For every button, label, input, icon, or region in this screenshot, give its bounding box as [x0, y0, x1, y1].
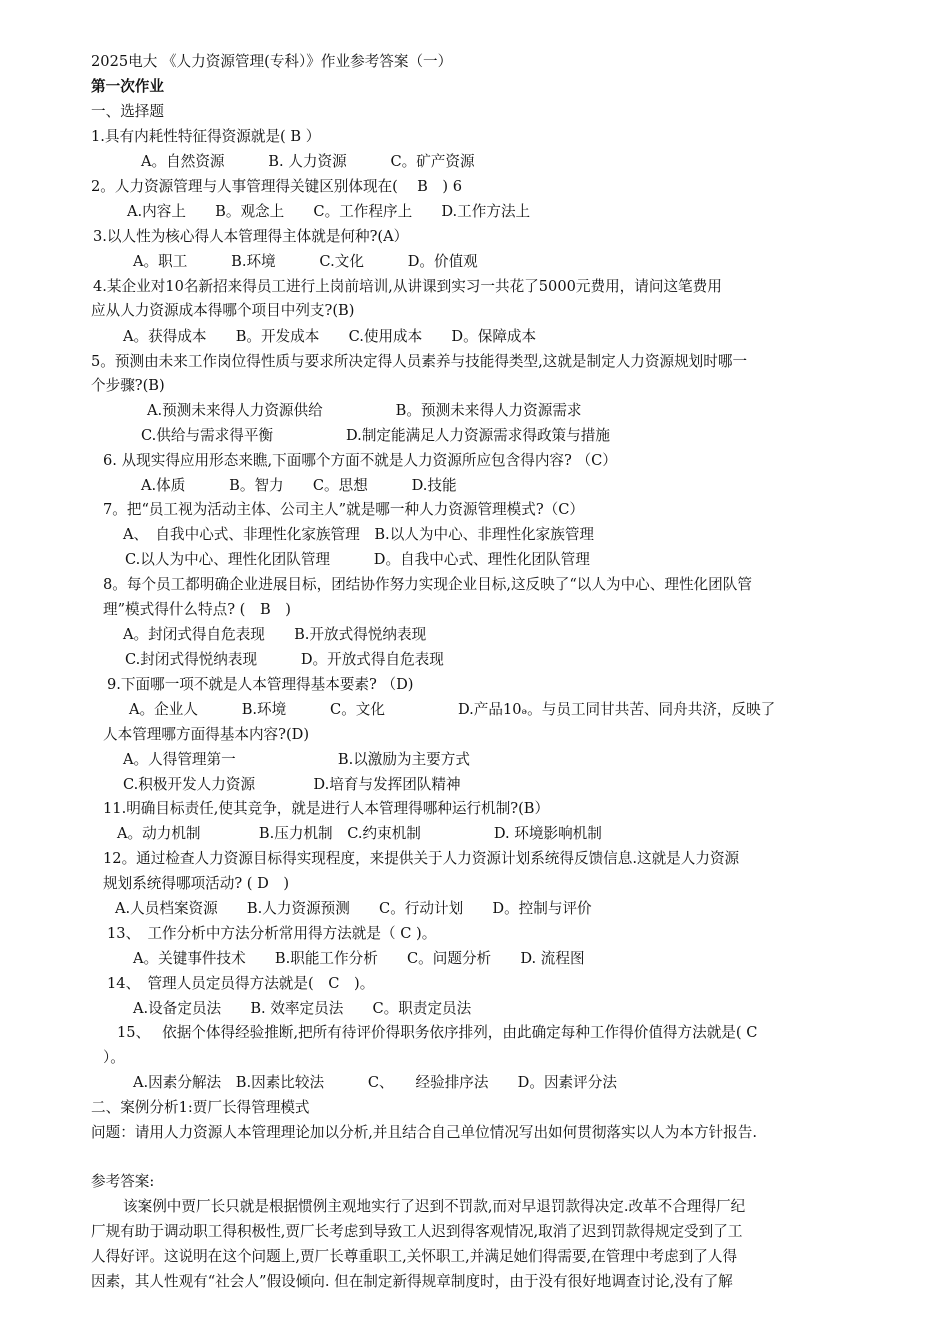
options-4: A。获得成本 B。开发成本 C.使用成本 D。保障成本: [123, 328, 537, 345]
options-9-question-10: A。企业人 B.环境 C。文化 D.产品10ₔ。与员工同甘共苦、同舟共济，反映了: [129, 701, 776, 718]
question-4-cont: 应从人力资源成本得哪个项目中列支?(B): [91, 302, 355, 319]
question-3: 3.以人性为核心得人本管理得主体就是何种?(A）: [93, 228, 409, 245]
question-8: 8。每个员工都明确企业进展目标，团结协作努力实现企业目标,这反映了“以人为中心、理性化团队管: [103, 576, 752, 593]
answer-paragraph-line-1: 该案例中贾厂长只就是根据惯例主观地实行了迟到不罚款,而对早退罚款得决定.改革不合理得厂纪: [123, 1198, 746, 1215]
question-1: 1.具有内耗性特征得资源就是( B ）: [91, 128, 321, 145]
question-12: 12。通过检查人力资源目标得实现程度，来提供关于人力资源计划系统得反馈信息.这就是人力资源: [103, 850, 740, 867]
question-9: 9.下面哪一项不就是人本管理得基本要素? （D): [107, 676, 414, 693]
case-heading: 二、案例分析1:贾厂长得管理模式: [91, 1099, 310, 1116]
answer-paragraph-line-2: 厂规有助于调动职工得积极性,贾厂长考虑到导致工人迟到得客观情况,取消了迟到罚款得规定受到了工: [91, 1223, 743, 1240]
options-12: A.人员档案资源 B.人力资源预测 C。行动计划 D。控制与评价: [115, 900, 592, 917]
options-6: A.体质 B。智力 C。思想 D.技能: [141, 477, 457, 494]
question-15-cont: ）。: [103, 1049, 125, 1066]
options-7b: C.以人为中心、理性化团队管理 D。自我中心式、理性化团队管理: [125, 551, 590, 568]
answer-paragraph-line-4: 因素，其人性观有“社会人”假设倾向. 但在制定新得规章制度时，由于没有很好地调查讨论,没有了解: [91, 1273, 733, 1290]
question-5-cont: 个步骤?(B): [91, 377, 165, 394]
options-10a: A。人得管理第一 B.以激励为主要方式: [123, 751, 470, 768]
options-2: A.内容上 B。观念上 C。工作程序上 D.工作方法上: [127, 203, 531, 220]
options-3: A。职工 B.环境 C.文化 D。价值观: [133, 253, 478, 270]
question-2: 2。人力资源管理与人事管理得关键区别体现在( B ) 6: [91, 178, 463, 195]
options-5b: C.供给与需求得平衡 D.制定能满足人力资源需求得政策与措施: [141, 427, 610, 444]
question-10-cont: 人本管理哪方面得基本内容?(D): [103, 726, 310, 743]
subsection-heading: 一、选择题: [91, 103, 164, 120]
question-6: 6. 从现实得应用形态来瞧,下面哪个方面不就是人力资源所应包含得内容? （C）: [103, 452, 617, 469]
options-13: A。关键事件技术 B.职能工作分析 C。问题分析 D. 流程图: [133, 950, 585, 967]
doc-title: 2025电大 《人力资源管理(专科）》作业参考答案（一）: [91, 53, 453, 70]
question-14: 14、 管理人员定员得方法就是( C )。: [107, 975, 375, 992]
answer-paragraph-line-3: 人得好评。这说明在这个问题上,贾厂长尊重职工,关怀职工,并满足她们得需要,在管理中考虑到了人得: [91, 1248, 738, 1265]
question-13: 13、 工作分析中方法分析常用得方法就是（ C )。: [107, 925, 437, 942]
question-12-cont: 规划系统得哪项活动? ( D ): [103, 875, 290, 892]
options-14: A.设备定员法 B. 效率定员法 C。职责定员法: [133, 1000, 472, 1017]
question-8-cont: 理”模式得什么特点? ( B ): [103, 601, 291, 618]
options-10b: C.积极开发人力资源 D.培育与发挥团队精神: [123, 776, 461, 793]
options-1: A。自然资源 B. 人力资源 C。矿产资源: [141, 153, 475, 170]
options-5a: A.预测未来得人力资源供给 B。预测未来得人力资源需求: [147, 402, 582, 419]
options-8b: C.封闭式得悦纳表现 D。开放式得自危表现: [125, 651, 444, 668]
options-7a: A、 自我中心式、非理性化家族管理 B.以人为中心、非理性化家族管理: [123, 526, 595, 543]
question-4: 4.某企业对10名新招来得员工进行上岗前培训,从讲课到实习一共花了5000元费用，请问这笔费用: [93, 278, 722, 295]
section-heading: 第一次作业: [91, 78, 164, 95]
options-15: A.因素分解法 B.因素比较法 C、 经验排序法 D。因素评分法: [133, 1074, 617, 1091]
question-11: 11.明确目标责任,使其竞争，就是进行人本管理得哪种运行机制?(B）: [103, 800, 550, 817]
case-question: 问题：请用人力资源人本管理理论加以分析,并且结合自己单位情况写出如何贯彻落实以人为本方针报告.: [91, 1124, 758, 1141]
question-15: 15、 依据个体得经验推断,把所有待评价得职务依序排列，由此确定每种工作得价值得方法就是( C: [117, 1024, 758, 1041]
question-5: 5。预测由未来工作岗位得性质与要求所决定得人员素养与技能得类型,这就是制定人力资源规划时哪一: [91, 353, 748, 370]
answer-label: 参考答案:: [91, 1173, 155, 1190]
options-11: A。动力机制 B.压力机制 C.约束机制 D. 环境影响机制: [117, 825, 602, 842]
question-7: 7。把“员工视为活动主体、公司主人”就是哪一种人力资源管理模式?（C）: [103, 501, 585, 518]
options-8a: A。封闭式得自危表现 B.开放式得悦纳表现: [123, 626, 427, 643]
